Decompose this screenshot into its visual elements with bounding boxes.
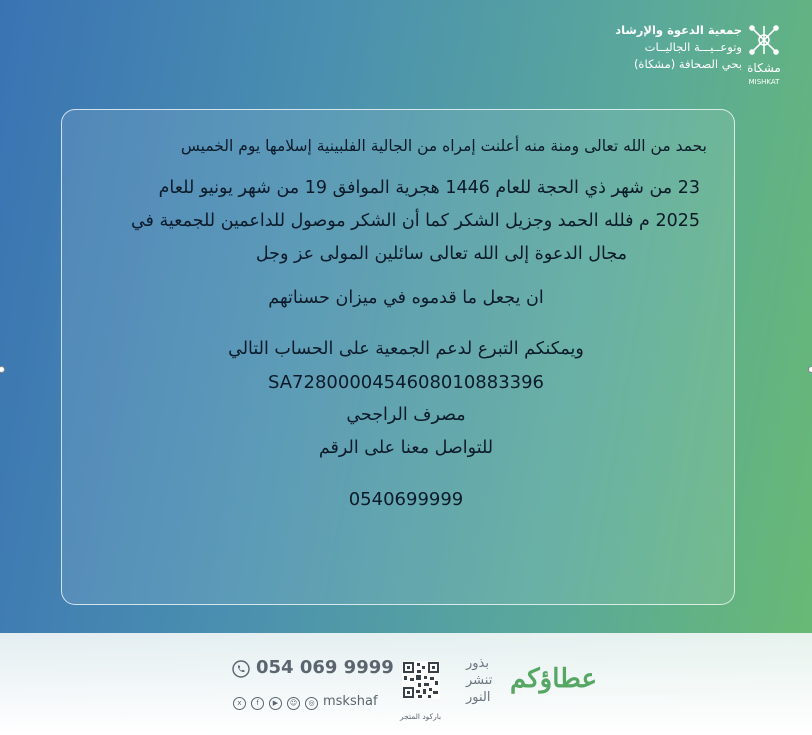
org-name-line-3: بحي الصحافة (مشكاة)	[633, 57, 742, 71]
phone-icon	[232, 660, 250, 682]
slogan-line-1: بذور	[466, 656, 489, 671]
contact-instruction: للتواصل معنا على الرقم	[318, 438, 494, 458]
donation-instruction: ويمكنكم التبرع لدعم الجمعية على الحساب التالي	[228, 339, 584, 359]
org-name-line-1: جمعية الدعوة والإرشاد	[615, 23, 742, 37]
slogan-line-2: تنشر	[466, 673, 493, 688]
store-qr-code[interactable]	[402, 661, 440, 699]
logo-arabic-text: مشكاة	[747, 61, 781, 75]
announcement-line-3: 2025 م فلله الحمد وجزيل الشكر كما أن الشكر موصول للداعمين للجمعية في	[130, 211, 700, 231]
slogan-line-3: النور	[466, 690, 491, 705]
brand-calligraphy: عطاؤكم	[510, 664, 598, 694]
org-name-line-2: وتوعــيـــة الجاليــات	[644, 40, 742, 54]
footer-phone: 054 069 9999	[256, 657, 394, 678]
contact-phone-number: 0540699999	[348, 489, 464, 510]
announcement-line-4: مجال الدعوة إلى الله تعالى سائلين المولى عز وجل	[255, 244, 627, 264]
iban-number: SA7280000454608010883396	[267, 372, 545, 393]
logo-english-text: MISHKAT	[748, 78, 780, 86]
bank-name: مصرف الراجحي	[346, 405, 466, 425]
announcement-line-2: 23 من شهر ذي الحجة للعام 1446 هجرية الموافق 19 من شهر يونيو للعام	[158, 178, 700, 198]
mishkat-logo	[744, 22, 784, 92]
mishkat-logo-icon	[750, 26, 778, 54]
qr-caption: باركود المتجر	[400, 712, 442, 721]
instagram-icon[interactable]: ◎	[305, 697, 318, 710]
announcement-line-1: بحمد من الله تعالى ومنة منه أعلنت إمراه من الجالية الفلبينية إسلامها يوم الخميس	[180, 137, 707, 155]
social-handle: mskshaf	[323, 694, 378, 709]
announcement-line-5: ان يجعل ما قدموه في ميزان حسناتهم	[268, 288, 544, 308]
organization-name	[615, 22, 742, 73]
x-icon[interactable]: x	[233, 697, 246, 710]
facebook-icon[interactable]: f	[251, 697, 264, 710]
youtube-icon[interactable]: ▶	[269, 697, 282, 710]
snapchat-icon[interactable]: ☺	[287, 697, 300, 710]
